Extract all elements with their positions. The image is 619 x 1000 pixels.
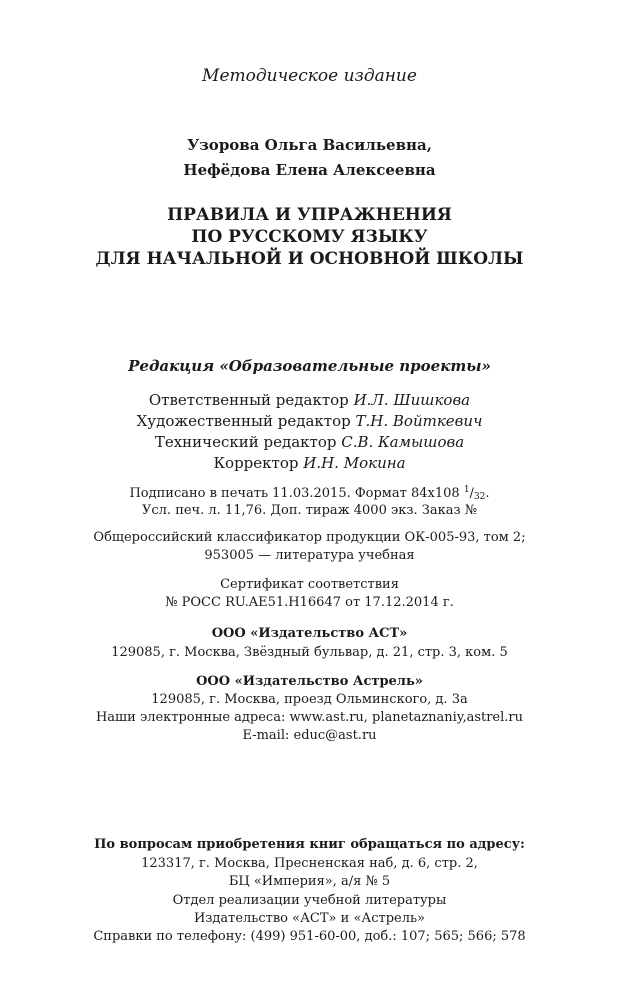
purchase-line: Отдел реализации учебной литературы [172,893,447,908]
certificate-line-2: № РОСС RU.AE51.H16647 от 17.12.2014 г. [165,595,454,610]
classifier-line-2: 953005 — литература учебная [204,548,415,563]
publisher-astrel-address: 129085, г. Москва, проезд Ольминского, д. 3а [151,692,468,707]
purchase-phone: Справки по телефону: (499) 951-60-00, доб.: 107; 565; 566; 578 [93,929,526,944]
fraction-denominator: 32 [473,492,486,502]
publisher-ast-name: ООО «Издательство АСТ» [211,626,408,641]
credit-role: Технический редактор [154,433,337,451]
credit-role: Художественный редактор [136,412,351,430]
credit-role: Корректор [213,454,299,472]
purchase-heading: По вопросам приобретения книг обращаться по адресу: [94,837,525,852]
publisher-email: E-mail: educ@ast.ru [242,728,377,743]
series-label: Методическое издание [202,66,417,86]
author-1: Узорова Ольга Васильевна, [187,136,432,154]
fraction-numerator: 1 [463,485,470,495]
purchase-line: 123317, г. Москва, Пресненская наб, д. 6, стр. 2, [141,856,478,871]
publisher-astrel-name: ООО «Издательство Астрель» [196,674,423,689]
publisher-web-addresses: Наши электронные адреса: www.ast.ru, planetaznaniy,astrel.ru [95,710,524,725]
credit-name: И.Л. Шишкова [353,391,471,409]
format-fraction [464,486,486,501]
credit-name: Т.Н. Войткевич [355,412,483,430]
publisher-ast-address: 129085, г. Москва, Звёздный бульвар, д. 21, стр. 3, ком. 5 [111,645,508,660]
purchase-line: БЦ «Империя», а/я № 5 [228,874,391,889]
author-2: Нефёдова Елена Алексеевна [183,161,436,179]
classifier-line-1: Общероссийский классификатор продукции ОК-005-93, том 2; [93,530,526,545]
credit-role: Ответственный редактор [148,391,349,409]
fraction-slash: / [469,486,474,501]
print-info-line-2: Усл. печ. л. 11,76. Доп. тираж 4000 экз. Заказ № [142,503,477,518]
title-line-3: ДЛЯ НАЧАЛЬНОЙ И ОСНОВНОЙ ШКОЛЫ [95,249,524,269]
certificate-line-1: Сертификат соответствия [220,577,399,592]
title-line-2: ПО РУССКОМУ ЯЗЫКУ [191,227,428,247]
editorial-heading: Редакция «Образовательные проекты» [128,357,491,375]
credit-line [0,391,619,409]
format-end: . [485,486,490,501]
print-info-line-1 [0,485,619,502]
credit-name: И.Н. Мокина [303,454,406,472]
credit-name: С.В. Камышова [341,433,465,451]
credit-line [0,454,619,472]
purchase-line: Издательство «АСТ» и «Астрель» [193,911,426,926]
credit-line [0,412,619,430]
title-line-1: ПРАВИЛА И УПРАЖНЕНИЯ [167,205,452,225]
credit-line [0,433,619,451]
signed-format-text: Подписано в печать 11.03.2015. Формат 84х108 [129,486,460,501]
